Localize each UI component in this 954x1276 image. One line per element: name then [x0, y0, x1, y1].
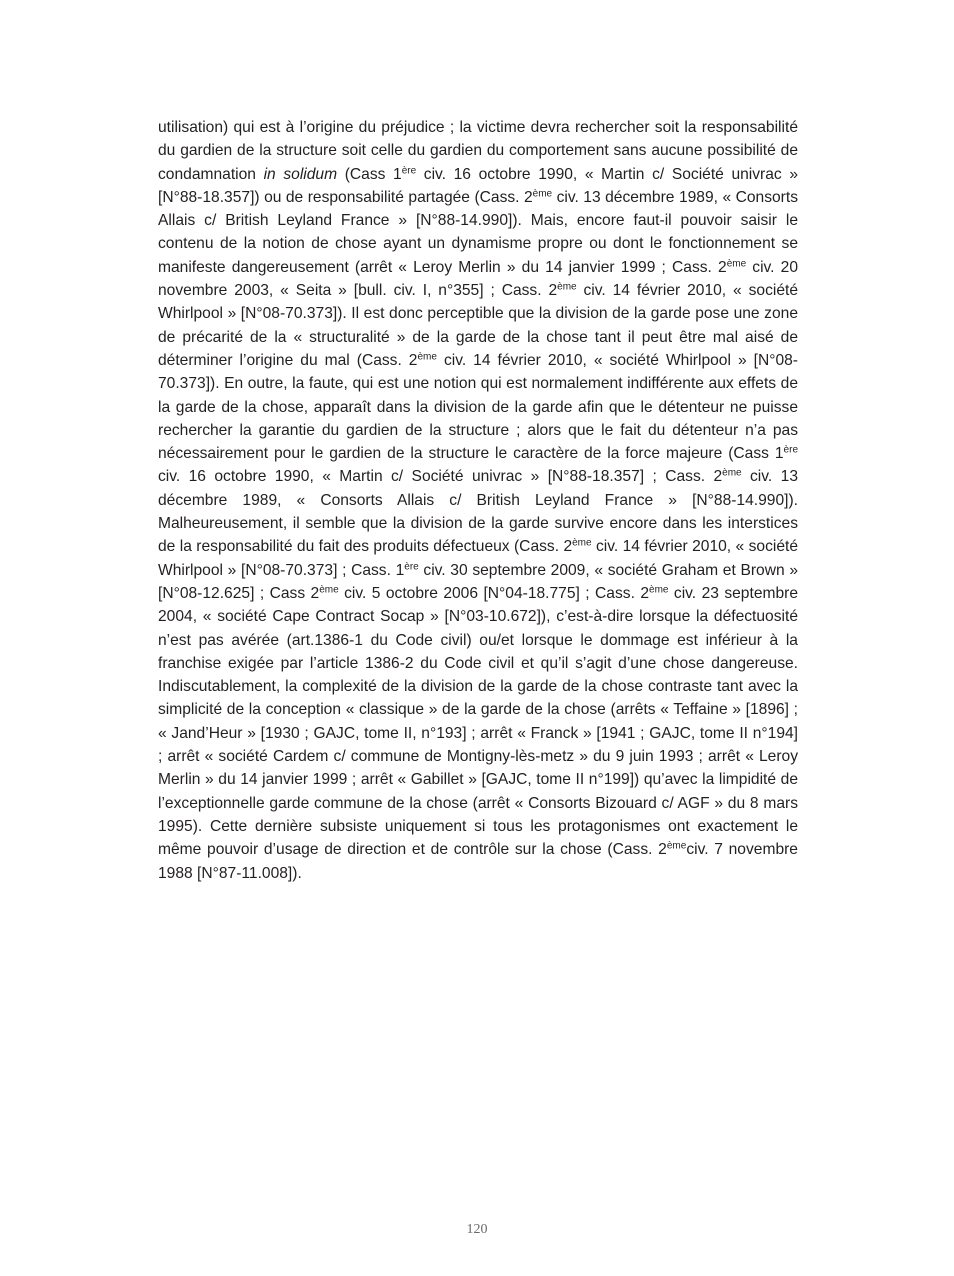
text-segment: civ. 23 septembre 2004, « société Cape Contract Socap » [N°03-10.672]), c’est-à-dire lorsque la défectuosité n’est pas avérée (art.1386-1 du Code civil) ou/et lorsque le dommage est inférieur à la franchise exigée par l’article 1386-2 du Code civil et qu’il s’agit d’une chose dangereuse. Indiscutablement, la complexité de la division de la garde de la chose contraste tant avec la simplicité de la conception « classique » de la garde de la chose (arrêts « Teffaine » [1896] ; « Jand’Heur » [1930 ; GAJC, tome II, n°193] ; arrêt « Franck » [1941 ; GAJC, tome II n°194] ; arrêt « société Cardem c/ commune de Montigny-lès-metz » du 9 juin 1993 ; arrêt « Leroy Merlin » du 14 janvier 1999 ; arrêt « Gabillet » [GAJC, tome II n°199]) qu’avec la limpidité de l’exceptionnelle garde commune de la chose (arrêt « Consorts Bizouard c/ AGF » du 8 mars 1995). Cette dernière subsiste uniquement si tous les protagonismes ont exactement le même pouvoir d’usage de direction et de contrôle sur la chose (Cass. 2: [158, 584, 799, 859]
ordinal-superscript: ère: [404, 561, 419, 573]
text-segment: civ. 7 novembre 1988 [N°87-11.008]).: [158, 841, 798, 882]
text-segment: civ. 16 octobre 1990, « Martin c/ Société univrac » [N°88-18.357]) ou de responsabilité partagée (Cass. 2: [158, 165, 799, 206]
ordinal-superscript: ème: [726, 258, 747, 270]
text-segment: civ. 14 février 2010, « société Whirlpool » [N°08-70.373]). En outre, la faute, qui est une notion qui est normalement indifférente aux effets de la garde de la chose, apparaît dans la division de la garde afin que le détenteur ne puisse rechercher la garantie du gardien de la structure ; alors que le fait du détenteur n’a pas nécessairement pour le gardien de la structure le caractère de la force majeure (Cass 1: [158, 351, 798, 463]
text-segment: civ. 13 décembre 1989, « Consorts Allais c/ British Leyland France » [N°88-14.990]). Malheureusement, il semble que la division de la garde survive encore dans les interstices de la responsabilité du fait des produits défectueux (Cass. 2: [158, 468, 798, 556]
text-segment: civ. 16 octobre 1990, « Martin c/ Société univrac » [N°88-18.357] ; Cass. 2: [158, 468, 723, 486]
text-segment: (Cass 1: [337, 165, 402, 183]
ordinal-superscript: ème: [572, 537, 592, 549]
text-segment: utilisation) qui est à l’origine du préjudice ; la victime devra rechercher soit la responsabilité du gardien de la structure soit celle du gardien du comportement sans aucune possibilité de condamnation: [158, 119, 798, 183]
ordinal-superscript: ème: [417, 351, 437, 363]
body-paragraph: [158, 116, 798, 885]
ordinal-superscript: ère: [401, 165, 417, 177]
ordinal-superscript: ème: [319, 584, 339, 596]
text-segment: civ. 14 février 2010, « société Whirlpool » [N°08-70.373]). Il est donc perceptible que la division de la garde pose une zone de précarité de la « structuralité » de la garde de la chose tant il peut être mal aisé de déterminer l’origine du mal (Cass. 2: [158, 282, 799, 369]
text-segment: civ. 14 février 2010, « société Whirlpool » [N°08-70.373] ; Cass. 1: [158, 538, 799, 579]
ordinal-superscript: ème: [722, 467, 742, 479]
ordinal-superscript: ème: [649, 584, 669, 596]
text-segment: civ. 20 novembre 2003, « Seita » [bull. civ. I, n°355] ; Cass. 2: [158, 258, 798, 300]
italic-term: in solidum: [263, 165, 338, 183]
ordinal-superscript: ème: [557, 281, 577, 293]
ordinal-superscript: ème: [666, 840, 687, 852]
page-number: 120: [466, 1222, 488, 1237]
text-segment: civ. 13 décembre 1989, « Consorts Allais c/ British Leyland France » [N°88-14.990]). Mais, encore faut-il pouvoir saisir le contenu de la notion de chose ayant un dynamisme propre ou dont le fonctionnement se manifeste dangereusement (arrêt « Leroy Merlin » du 14 janvier 1999 ; Cass. 2: [158, 188, 798, 276]
ordinal-superscript: ère: [783, 444, 798, 456]
text-segment: civ. 5 octobre 2006 [N°04-18.775] ; Cass. 2: [338, 584, 650, 602]
text-segment: civ. 30 septembre 2009, « société Graham et Brown » [N°08-12.625] ; Cass 2: [158, 561, 798, 602]
ordinal-superscript: ème: [532, 188, 553, 200]
